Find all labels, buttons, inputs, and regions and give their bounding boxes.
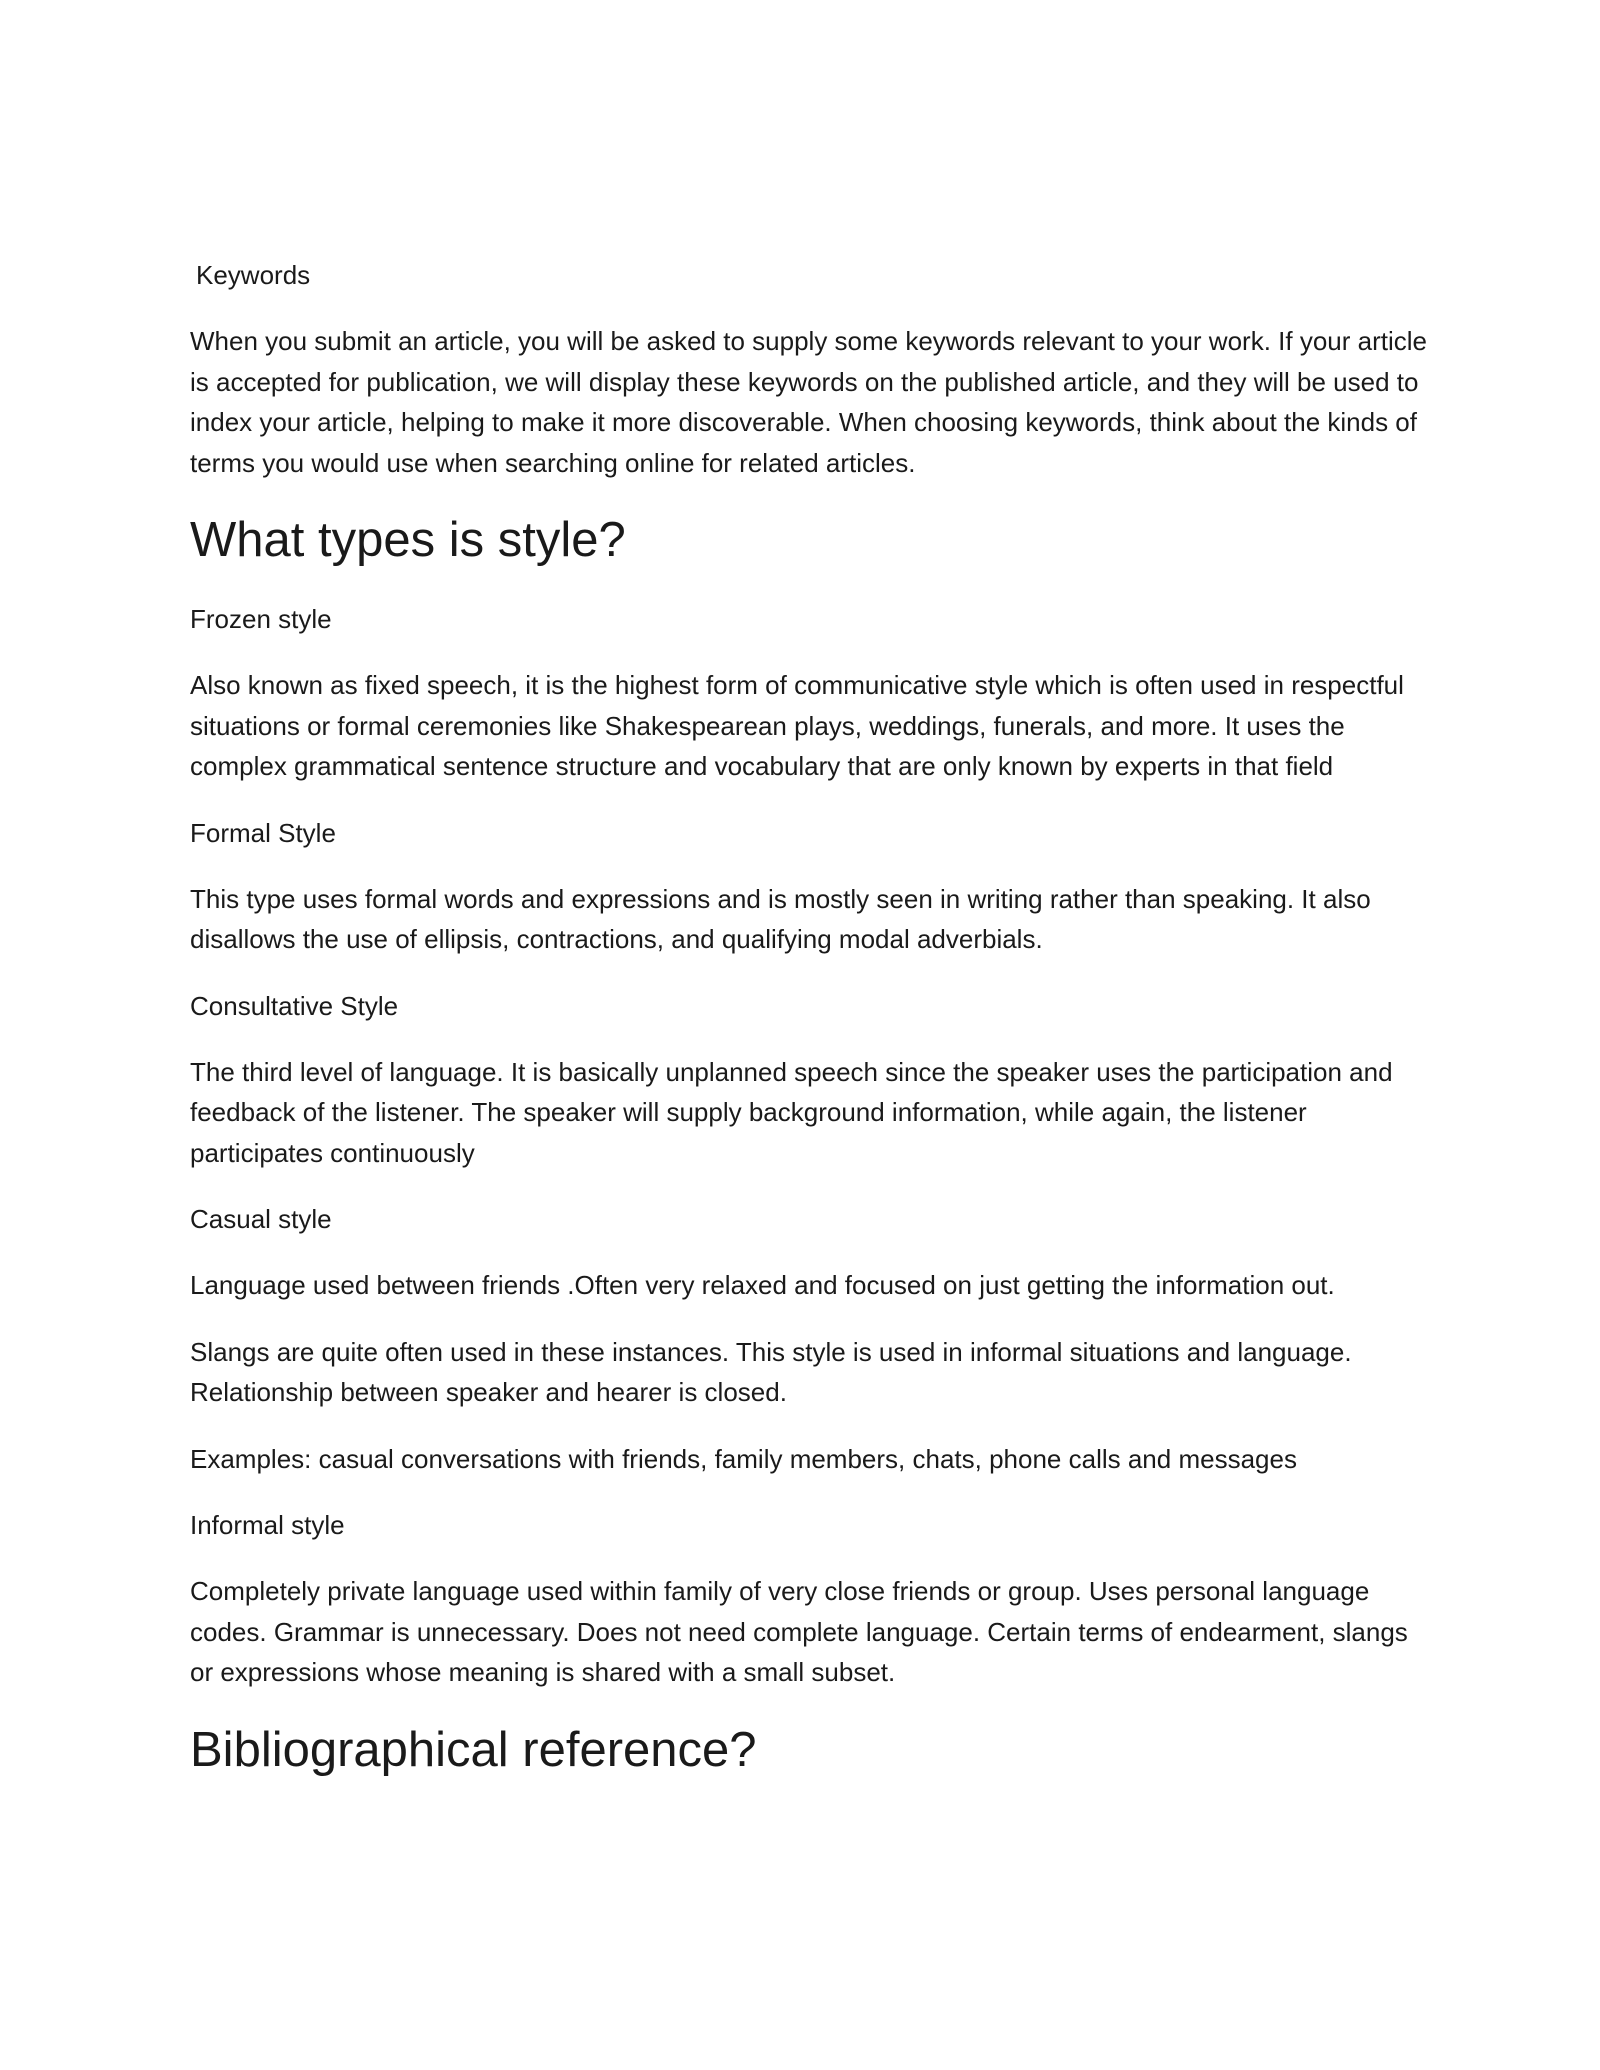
informal-style-label: Informal style xyxy=(190,1510,345,1540)
frozen-style-label: Frozen style xyxy=(190,604,332,634)
casual-style-examples: Examples: casual conversations with friends, family members, chats, phone calls and messages xyxy=(190,1443,1297,1474)
casual-style-paragraph-2: Slangs are quite often used in these instances. This style is used in informal situations and language. Relationship between speaker and hearer is closed. xyxy=(190,1336,1352,1407)
consultative-style-paragraph: The third level of language. It is basically unplanned speech since the speaker uses the participation and feedback of the listener. The speaker will supply background information, while again, the listener participates continuously xyxy=(190,1056,1393,1168)
informal-style-paragraph: Completely private language used within family of very close friends or group. Uses personal language codes. Grammar is unnecessary. Does not need complete language. Certain terms of endearment, slangs or expressions whose meaning is shared with a small subset. xyxy=(190,1576,1408,1687)
casual-style-label: Casual style xyxy=(190,1204,332,1234)
consultative-style-label: Consultative Style xyxy=(190,990,399,1021)
formal-style-paragraph: This type uses formal words and expressions and is mostly seen in writing rather than speaking. It also disallows the use of ellipsis, contractions, and qualifying modal adverbials. xyxy=(190,883,1371,954)
keywords-label: Keywords xyxy=(196,260,311,290)
casual-style-paragraph-1: Language used between friends .Often very relaxed and focused on just getting the information out. xyxy=(190,1270,1335,1300)
types-of-style-heading: What types is style? xyxy=(190,513,626,567)
bibliographical-reference-heading: Bibliographical reference? xyxy=(190,1722,757,1777)
formal-style-label: Formal Style xyxy=(190,817,336,848)
document-body xyxy=(190,255,1430,1809)
frozen-style-paragraph: Also known as fixed speech, it is the highest form of communicative style which is often used in respectful situations or formal ceremonies like Shakespearean plays, weddings, funerals, and more. It uses the complex grammatical sentence structure and vocabulary that are only known by experts in that field xyxy=(190,670,1404,781)
keywords-paragraph: When you submit an article, you will be asked to supply some keywords relevant to your work. If your article is accepted for publication, we will display these keywords on the published article, and they will be used to index your article, helping to make it more discoverable. When choosing keywords, think about the kinds of terms you would use when searching online for related articles. xyxy=(190,326,1427,478)
